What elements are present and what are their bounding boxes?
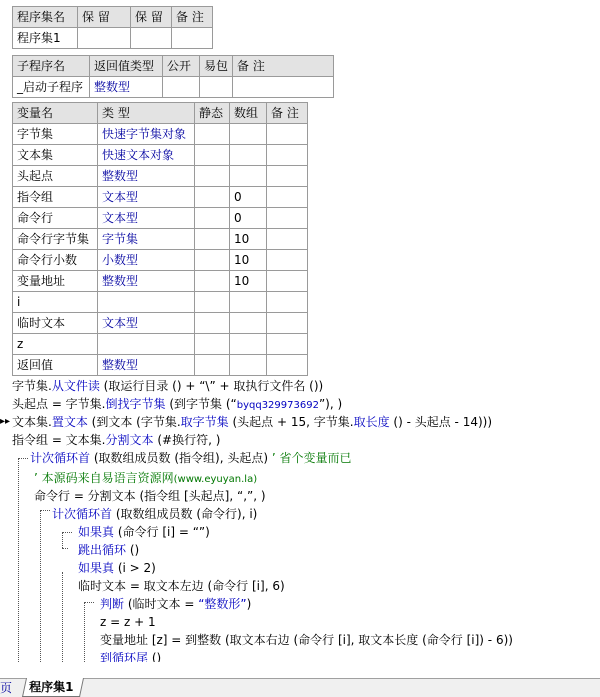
cell-variable-name[interactable]: 命令行字节集 [13,229,98,250]
cell-public[interactable] [163,77,200,98]
loop-guide-line [18,458,19,662]
if-guide-line [62,532,72,533]
table-row[interactable] [13,145,308,166]
cell-note[interactable] [233,77,334,98]
cell-note[interactable] [267,229,308,250]
cell-variable-name[interactable]: 变量地址 [13,271,98,292]
table-row[interactable] [13,250,308,271]
cell-array[interactable] [230,124,267,145]
cell-variable-name[interactable]: 头起点 [13,166,98,187]
cell-array[interactable] [230,334,267,355]
table-row[interactable] [13,166,308,187]
cell-type[interactable]: 小数型 [98,250,195,271]
header-note: 备 注 [233,56,334,77]
cell-static[interactable] [195,145,230,166]
cell-return-type[interactable]: 整数型 [90,77,163,98]
cell-type[interactable]: 整数型 [98,355,195,376]
table-row[interactable] [13,292,308,313]
table-row[interactable] [13,334,308,355]
cell-type[interactable]: 文本型 [98,313,195,334]
cell-variable-name[interactable]: 返回值 [13,355,98,376]
code-line[interactable]: 变量地址 [z] = 到整数 (取文本右边 (命令行 [i], 取文本长度 (命令行 [i]) - 6)) [100,633,513,647]
variable-table [12,102,308,376]
cell-array[interactable]: 10 [230,229,267,250]
cell-note[interactable] [267,334,308,355]
cell-note[interactable] [267,313,308,334]
if-guide-line [62,532,63,548]
table-row[interactable] [13,355,308,376]
current-line-arrow-icon: ▸▸ [0,416,11,427]
header-variable-name: 变量名 [13,103,98,124]
code-line[interactable]: 指令组 = 文本集.分割文本 (#换行符, ) [12,433,221,447]
cell-static[interactable] [195,229,230,250]
if-guide-line [62,572,63,662]
cell-type[interactable] [98,292,195,313]
header-note: 备 注 [172,7,213,28]
cell-type[interactable]: 整数型 [98,271,195,292]
cell-array[interactable] [230,313,267,334]
code-line[interactable]: 计次循环首 (取数组成员数 (指令组), 头起点) ’ 省个变量而已 [30,451,352,465]
cell-type[interactable]: 快速文本对象 [98,145,195,166]
loop-guide-line [40,510,50,511]
code-line[interactable]: 如果真 (命令行 [i] = “”) [78,525,210,539]
cell-note[interactable] [267,124,308,145]
code-line[interactable]: 命令行 = 分割文本 (指令组 [头起点], “,”, ) [34,489,266,503]
table-row[interactable] [13,271,308,292]
table-row[interactable] [13,124,308,145]
header-static: 静态 [195,103,230,124]
table-row[interactable] [13,229,308,250]
cell-array[interactable] [230,292,267,313]
header-program-set-name: 程序集名 [13,7,78,28]
code-editor[interactable] [0,376,600,662]
cell-array[interactable]: 0 [230,208,267,229]
cell-static[interactable] [195,250,230,271]
cell-static[interactable] [195,208,230,229]
header-reserved-1: 保 留 [78,7,131,28]
loop-guide-line [40,510,41,662]
cell-static[interactable] [195,313,230,334]
code-line[interactable]: 临时文本 = 取文本左边 (命令行 [i], 6) [78,579,285,593]
tab-program-set-1[interactable] [22,678,84,697]
switch-guide-line [84,602,94,603]
cell-static[interactable] [195,355,230,376]
tab-label: 程序集1 [29,680,74,694]
cell-array[interactable] [230,355,267,376]
cell-reserved-2[interactable] [131,28,172,49]
program-set-table [12,6,213,49]
cell-epackage[interactable] [200,77,233,98]
table-row[interactable] [13,313,308,334]
cell-static[interactable] [195,166,230,187]
cell-type[interactable]: 字节集 [98,229,195,250]
header-public: 公开 [163,56,200,77]
cell-type[interactable] [98,334,195,355]
header-type: 类 型 [98,103,195,124]
header-epackage: 易包 [200,56,233,77]
switch-guide-line [84,602,85,662]
code-line[interactable]: 到循环尾 () [100,651,162,662]
cell-variable-name[interactable]: 指令组 [13,187,98,208]
cell-type[interactable]: 文本型 [98,208,195,229]
subprogram-table [12,55,334,98]
code-line[interactable]: z = z + 1 [100,615,156,629]
code-line[interactable]: 跳出循环 () [78,543,140,557]
table-row[interactable] [13,208,308,229]
cell-array[interactable]: 0 [230,187,267,208]
code-line[interactable]: 文本集.置文本 (到文本 (字节集.取字节集 (头起点 + 15, 字节集.取长度 () - 头起点 - 14))) [12,415,493,429]
cell-subprogram-name[interactable]: _启动子程序 [13,77,90,98]
cell-static[interactable] [195,292,230,313]
cell-variable-name[interactable]: 命令行小数 [13,250,98,271]
tab-previous[interactable]: 页 [0,681,13,695]
cell-note[interactable] [267,250,308,271]
code-line[interactable]: 字节集.从文件读 (取运行目录 () + “\” + 取执行文件名 ()) [12,379,324,393]
code-line[interactable]: 计次循环首 (取数组成员数 (命令行), i) [52,507,258,521]
cell-type[interactable]: 快速字节集对象 [98,124,195,145]
header-return-type: 返回值类型 [90,56,163,77]
header-note: 备 注 [267,103,308,124]
table-row[interactable] [13,187,308,208]
cell-variable-name[interactable]: i [13,292,98,313]
cell-static[interactable] [195,187,230,208]
cell-note[interactable] [267,292,308,313]
cell-array[interactable] [230,145,267,166]
cell-note[interactable] [267,208,308,229]
cell-note[interactable] [267,166,308,187]
cell-type[interactable]: 文本型 [98,187,195,208]
cell-reserved-1[interactable] [78,28,131,49]
code-line[interactable]: 判断 (临时文本 = “整数形”) [100,597,252,611]
header-subprogram-name: 子程序名 [13,56,90,77]
cell-note[interactable] [267,145,308,166]
cell-variable-name[interactable]: 临时文本 [13,313,98,334]
cell-array[interactable]: 10 [230,271,267,292]
code-line[interactable]: 如果真 (i > 2) [78,561,156,575]
cell-array[interactable] [230,166,267,187]
cell-note[interactable] [267,271,308,292]
code-line[interactable]: ’ 本源码来自易语言资源网(www.eyuyan.la) [34,471,258,485]
tab-bar [0,678,600,697]
cell-static[interactable] [195,334,230,355]
cell-variable-name[interactable]: 字节集 [13,124,98,145]
loop-guide-line [18,458,28,459]
cell-note[interactable] [172,28,213,49]
cell-variable-name[interactable]: 文本集 [13,145,98,166]
cell-program-set-name[interactable]: 程序集1 [13,28,78,49]
cell-type[interactable]: 整数型 [98,166,195,187]
cell-note[interactable] [267,187,308,208]
header-reserved-2: 保 留 [131,7,172,28]
cell-static[interactable] [195,271,230,292]
cell-static[interactable] [195,124,230,145]
header-array: 数组 [230,103,267,124]
cell-variable-name[interactable]: 命令行 [13,208,98,229]
cell-array[interactable]: 10 [230,250,267,271]
cell-note[interactable] [267,355,308,376]
if-guide-line [62,548,68,549]
code-line[interactable]: 头起点 = 字节集.倒找字节集 (到字节集 (“byqq329973692”), ) [12,397,343,411]
cell-variable-name[interactable]: z [13,334,98,355]
